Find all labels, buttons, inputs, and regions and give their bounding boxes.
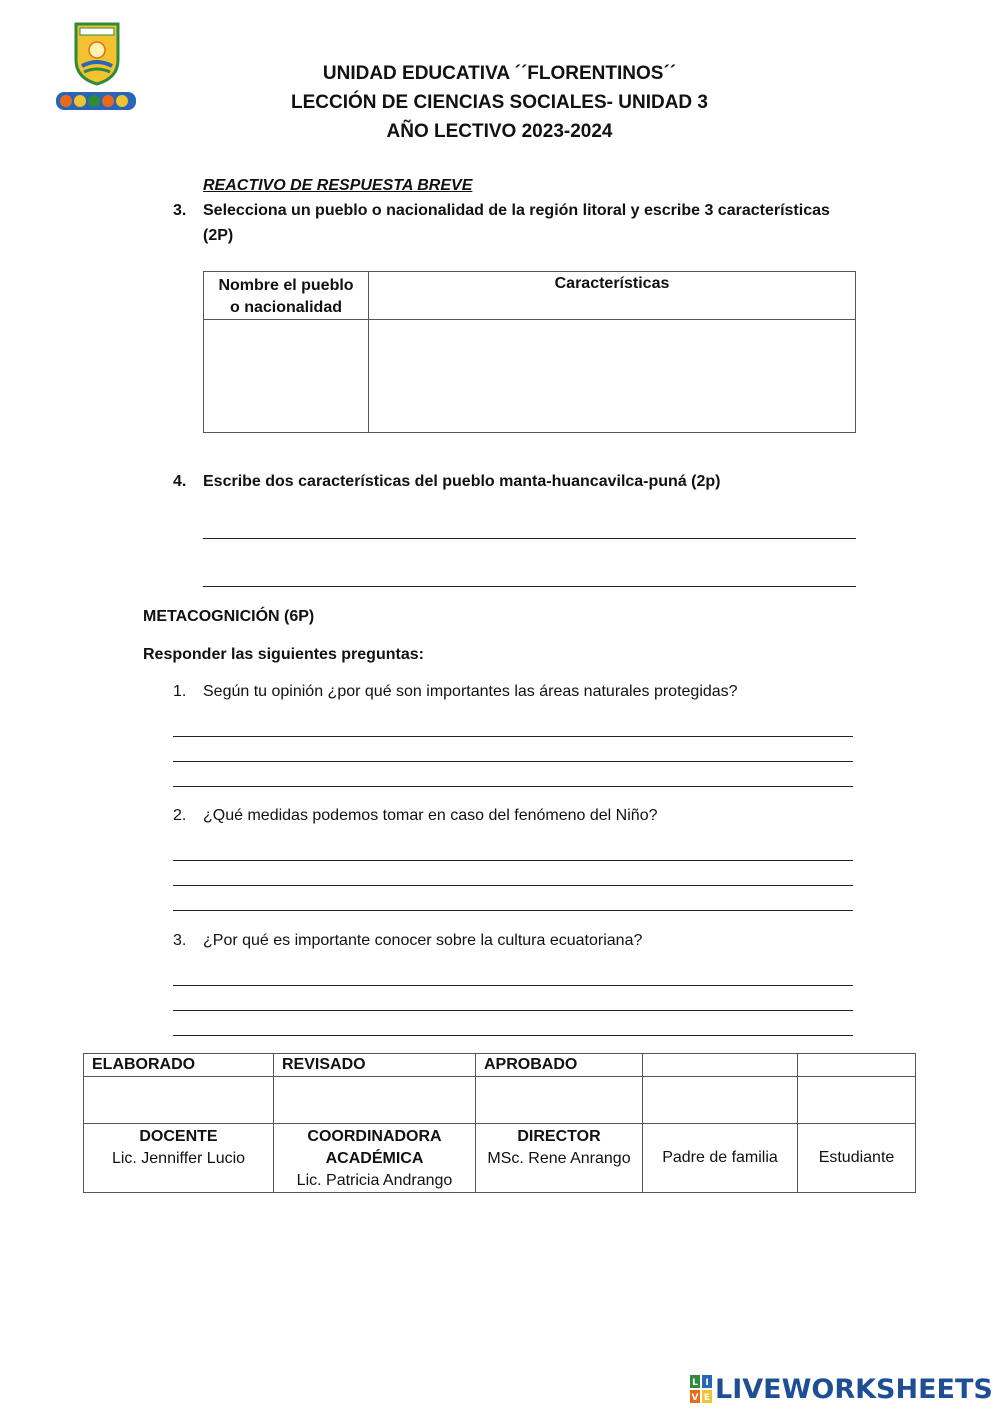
- answer-line[interactable]: [203, 538, 856, 539]
- svg-text:V: V: [691, 1393, 699, 1403]
- director-name: MSc. Rene Anrango: [487, 1150, 631, 1167]
- question-4-text: Escribe dos características del pueblo manta-huancavilca-puná (2p): [203, 473, 721, 490]
- answer-line[interactable]: [173, 1010, 853, 1011]
- liveworksheets-wordmark: LIVEWORKSHEETS: [715, 1373, 993, 1405]
- question-3-text: Selecciona un pueblo o nacionalidad de la región litoral y escribe 3 características: [203, 202, 830, 219]
- sig-header-aprobado: APROBADO: [476, 1054, 643, 1077]
- sig-header-blank: [798, 1054, 916, 1077]
- signature-space[interactable]: [798, 1077, 916, 1124]
- coordinadora-title-line2: ACADÉMICA: [325, 1150, 424, 1167]
- coordinadora-name: Lic. Patricia Andrango: [296, 1172, 453, 1189]
- answer-line[interactable]: [173, 786, 853, 787]
- metacognition-title: METACOGNICIÓN (6P): [143, 608, 315, 625]
- signature-space[interactable]: [274, 1077, 476, 1124]
- sig-coordinadora: [274, 1124, 476, 1193]
- meta-question-2-number: 2.: [173, 807, 187, 824]
- sig-director: [476, 1124, 643, 1193]
- answer-line[interactable]: [173, 985, 853, 986]
- docente-title: DOCENTE: [139, 1128, 218, 1145]
- answer-line[interactable]: [203, 586, 856, 587]
- sig-header-revisado: REVISADO: [274, 1054, 476, 1077]
- coordinadora-title-line1: COORDINADORA: [307, 1128, 442, 1145]
- meta-question-1-text: Según tu opinión ¿por qué son importantes las áreas naturales protegidas?: [203, 683, 738, 700]
- metacognition-instruction: Responder las siguientes preguntas:: [143, 646, 424, 663]
- question-3-points: (2P): [203, 227, 234, 244]
- docente-name: Lic. Jenniffer Lucio: [111, 1150, 246, 1167]
- answer-line[interactable]: [173, 761, 853, 762]
- answer-line[interactable]: [173, 1035, 853, 1036]
- section-short-answer-title: REACTIVO DE RESPUESTA BREVE: [203, 177, 473, 194]
- table-header-name-line1: Nombre el pueblo: [218, 277, 354, 294]
- svg-text:I: I: [705, 1378, 709, 1388]
- question-3-table: [203, 271, 856, 433]
- signature-space[interactable]: [476, 1077, 643, 1124]
- signature-space[interactable]: [84, 1077, 274, 1124]
- sig-student: Estudiante: [798, 1124, 916, 1193]
- table-header-name: [204, 272, 369, 320]
- school-name: UNIDAD EDUCATIVA ´´FLORENTINOS´´: [322, 63, 677, 84]
- meta-question-3-text: ¿Por qué es importante conocer sobre la cultura ecuatoriana?: [203, 932, 643, 949]
- lesson-title: LECCIÓN DE CIENCIAS SOCIALES- UNIDAD 3: [291, 92, 708, 113]
- sig-docente: [84, 1124, 274, 1193]
- table-header-characteristics: Características: [369, 272, 856, 320]
- answer-line[interactable]: [173, 736, 853, 737]
- liveworksheets-logo-icon: [690, 1375, 712, 1403]
- answer-line[interactable]: [173, 860, 853, 861]
- signature-space[interactable]: [643, 1077, 798, 1124]
- question-4-number: 4.: [173, 473, 187, 490]
- school-year: AÑO LECTIVO 2023-2024: [386, 121, 613, 142]
- meta-question-1-number: 1.: [173, 683, 187, 700]
- meta-question-2-text: ¿Qué medidas podemos tomar en caso del fenómeno del Niño?: [203, 807, 658, 824]
- sig-header-blank: [643, 1054, 798, 1077]
- answer-line[interactable]: [173, 885, 853, 886]
- sig-header-elaborado: ELABORADO: [84, 1054, 274, 1077]
- svg-text:E: E: [703, 1393, 711, 1403]
- liveworksheets-watermark: [690, 1372, 993, 1406]
- table-header-name-line2: o nacionalidad: [229, 299, 342, 316]
- director-title: DIRECTOR: [517, 1128, 601, 1145]
- answer-cell-name[interactable]: [204, 320, 369, 433]
- sig-parent: Padre de familia: [643, 1124, 798, 1193]
- signatures-table: [83, 1053, 916, 1193]
- svg-text:L: L: [692, 1378, 698, 1388]
- meta-question-3-number: 3.: [173, 932, 187, 949]
- answer-line[interactable]: [173, 910, 853, 911]
- question-3-number: 3.: [173, 202, 187, 219]
- answer-cell-characteristics[interactable]: [369, 320, 856, 433]
